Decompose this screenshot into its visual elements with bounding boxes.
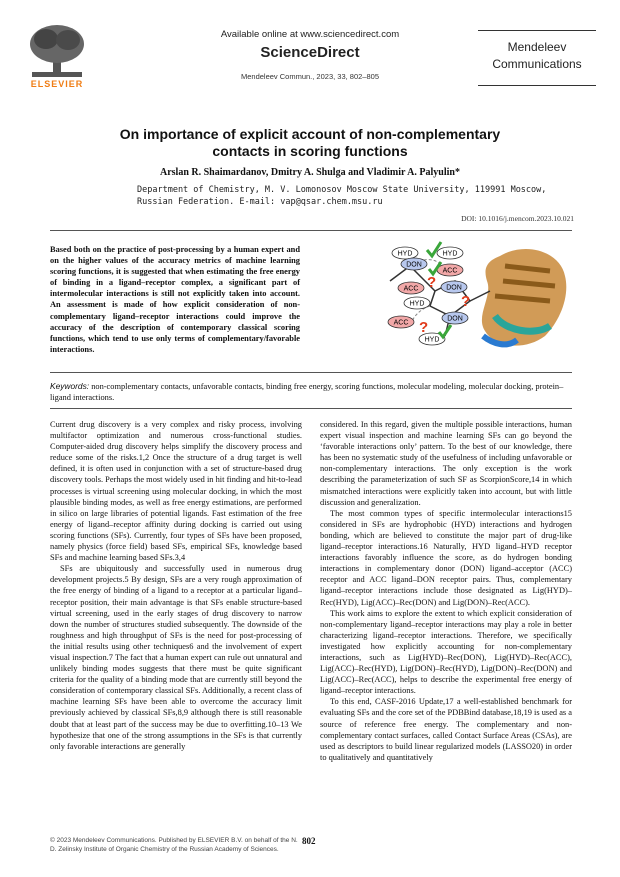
body-column-left — [50, 419, 302, 752]
divider-bottom — [50, 408, 572, 409]
journal-name-line1: Mendeleev — [507, 40, 567, 54]
article-title — [60, 126, 560, 160]
affiliation — [137, 184, 557, 208]
label-acc-3-text: ACC — [393, 319, 409, 327]
paragraph: Current drug discovery is a very complex and risky process, involving multifactor optimization and numerous cross-functional studies. Computer-aided drug discovery helps simplify the discovery process and reduce some of the risks.1,2 Once the structure of a drug target is well defined, it is often used in conjunction with a set of structure-based drug discovery tools. Perhaps the most widely used in hit finding and hit-to-lead processes is virtual screening using molecular docking, in which the most plausible binding modes, as well as free energy estimations, are performed in silico on large libraries of potential ligands. Fast estimation of the free energy of ligand–receptor affinity during docking is carried out using scoring functions (SFs). Currently, four types of SFs have been proposed, namely physics (force field) based SFs, empirical SFs, knowledge based SFs and machine learning based SFs.3,4 — [50, 420, 302, 563]
keywords-label: Keywords: — [50, 381, 90, 391]
journal-header — [0, 0, 620, 96]
affiliation-line1: Department of Chemistry, M. V. Lomonosov Moscow State University, 119991 Moscow, — [137, 185, 547, 195]
question-mark-icon: ? — [461, 293, 471, 310]
label-acc-2-text: ACC — [403, 285, 419, 293]
citation-line: Mendeleev Commun., 2023, 33, 802–805 — [240, 72, 379, 81]
paragraph: The most common types of specific intermolecular interactions15 considered in SFs are hydrophobic (HYD) interactions and hydrogen bonding, which are believed to constitute the major part of drug-like ligand–receptor interactions.16 Naturally, HYD ligand–HYD receptor interactions favorably influence the score, as do hydrogen bonding interactions in complementary donor (DON) ligand–acceptor (ACC) receptor and ACC ligand–DON receptor pairs. Thus, complementary ligand–receptor interactions include those designated as Lig(HYD)–Rec(HYD), Lig(ACC)–Rec(DON) and Lig(DON)–Rec(ACC). — [320, 508, 572, 607]
divider-top — [50, 230, 572, 231]
journal-name-box — [478, 30, 596, 86]
graphical-abstract — [375, 236, 575, 354]
title-line2: contacts in scoring functions — [212, 143, 408, 159]
available-prefix: Available online at — [220, 29, 301, 40]
sciencedirect-brand: ScienceDirect — [260, 44, 360, 61]
label-hyd-1-text: HYD — [397, 250, 413, 258]
body-column-right — [320, 419, 572, 763]
paragraph: This work aims to explore the extent to which explicit consideration of non-complementary ligand–receptor interactions may play a role in better characterizing ligand–receptor interactions. Therefore, we specifically investigated how explicitly accounting for non-complementary interactions, such as Lig(HYD)–Rec(DON), Lig(HYD)–Rec(ACC), Lig(ACC)–Rec(HYD), Lig(DON)–Rec(HYD), Lig(DON)–Rec(DON) and Lig(ACC)–Rec(ACC), helps to describe the experimental free energy of ligand–receptor interactions. — [320, 608, 572, 696]
journal-name-line2: Communications — [492, 57, 582, 71]
keywords — [50, 381, 572, 403]
question-mark-icon: ? — [419, 319, 429, 336]
label-hyd-2-text: HYD — [442, 250, 458, 258]
divider-middle — [50, 372, 572, 373]
question-mark-icon: ? — [427, 274, 437, 291]
elsevier-wordmark: ELSEVIER — [30, 79, 84, 89]
label-don-1-text: DON — [406, 261, 422, 269]
label-don-2-text: DON — [446, 284, 462, 292]
title-line1: On importance of explicit account of non-complementary — [119, 126, 501, 142]
keywords-text: non-complementary contacts, unfavorable contacts, binding free energy, scoring functions, molecular modeling, molecular docking, protein–ligand interactions. — [50, 382, 564, 402]
page-number: 802 — [302, 836, 316, 846]
copyright-notice: © 2023 Mendeleev Communications. Published by ELSEVIER B.V. on behalf of the N. D. Zelinsky Institute of Organic Chemistry of the Russian Academy of Sciences. — [50, 837, 298, 853]
doi[interactable]: DOI: 10.1016/j.mencom.2023.10.021 — [461, 214, 574, 223]
author-list: Arslan R. Shaimardanov, Dmitry A. Shulga and Vladimir A. Palyulin* — [160, 167, 460, 178]
paragraph: To this end, CASF-2016 Update,17 a well-established benchmark for evaluating SFs and the core set of the PDBBind database,18,19 is used as a source of reference free energy. The complementary and non-complementary contact surfaces, called Contact Surface Areas (CSAs), are used as descriptors to build linear regularized models (LASSO20) in order to qualitatively and quantitatively — [320, 697, 572, 762]
label-hyd-4-text: HYD — [424, 336, 440, 344]
label-acc-1-text: ACC — [442, 267, 458, 275]
paragraph: SFs are ubiquitously and successfully used in numerous drug development projects.5 By design, SFs are a very rough approximation of the free energy of binding of a ligand to a receptor at a particular ligand–receptor position, their main advantage is that SFs enable structure-based virtual screening, used in the early stages of drug discovery to narrow down the number of structures studied subsequently. The downside of the roughness and high throughput of SFs is the need for post-processing of the initial results using other techniques6 and the involvement of expert visual inspection.7 The fact that a human expert can rule out unnatural and unlikely binding modes suggests that there must be quite significant criteria for the quality of a binding mode that are currently still beyond the consideration of contemporary classical SFs. Additionally, a recent class of machine learning SFs have been able to overcome the accuracy limit previously achieved by classical SFs,8,9 although there is still reasonable doubt that at least part of the success may be due to overfitting.10–13 We hypothesize that one of the strong assumptions in the SFs is that currently only favorable interactions are generally — [50, 564, 302, 751]
label-don-3-text: DON — [447, 315, 463, 323]
sciencedirect-link[interactable]: www.sciencedirect.com — [300, 29, 400, 40]
abstract: Based both on the practice of post-processing by a human expert and on the higher values of the accuracy metrics of machine learning scoring functions, it is suggested that when estimating the free energy of binding in a ligand–receptor complex, a significant part of intermolecular interactions is still not explicitly taken into account. An assessment is made of how explicit consideration of non-complementary ligand–receptor interactions could improve the accuracy of the description of contemporary classical scoring functions, which tend to use only terms of complementary/favorable interactions. — [50, 245, 300, 354]
affiliation-line2: Russian Federation. E-mail: vap@qsar.chem.msu.ru — [137, 197, 383, 207]
check-icon — [439, 325, 451, 337]
paragraph: considered. In this regard, given the multiple possible interactions, human expert visual inspection and machine learning SFs can go beyond the ‘favorable interactions only’ pattern. To the best of our knowledge, there has been no systematic study of the usefulness of including unfavorable or non-complementary interactions. The only exception is the work describing the parameterization of such SF as ScorpionScore,14 in which mismatched interactions were explicitly taken into account, but with little discussion and generalization. — [320, 420, 572, 507]
label-hyd-3-text: HYD — [409, 300, 425, 308]
